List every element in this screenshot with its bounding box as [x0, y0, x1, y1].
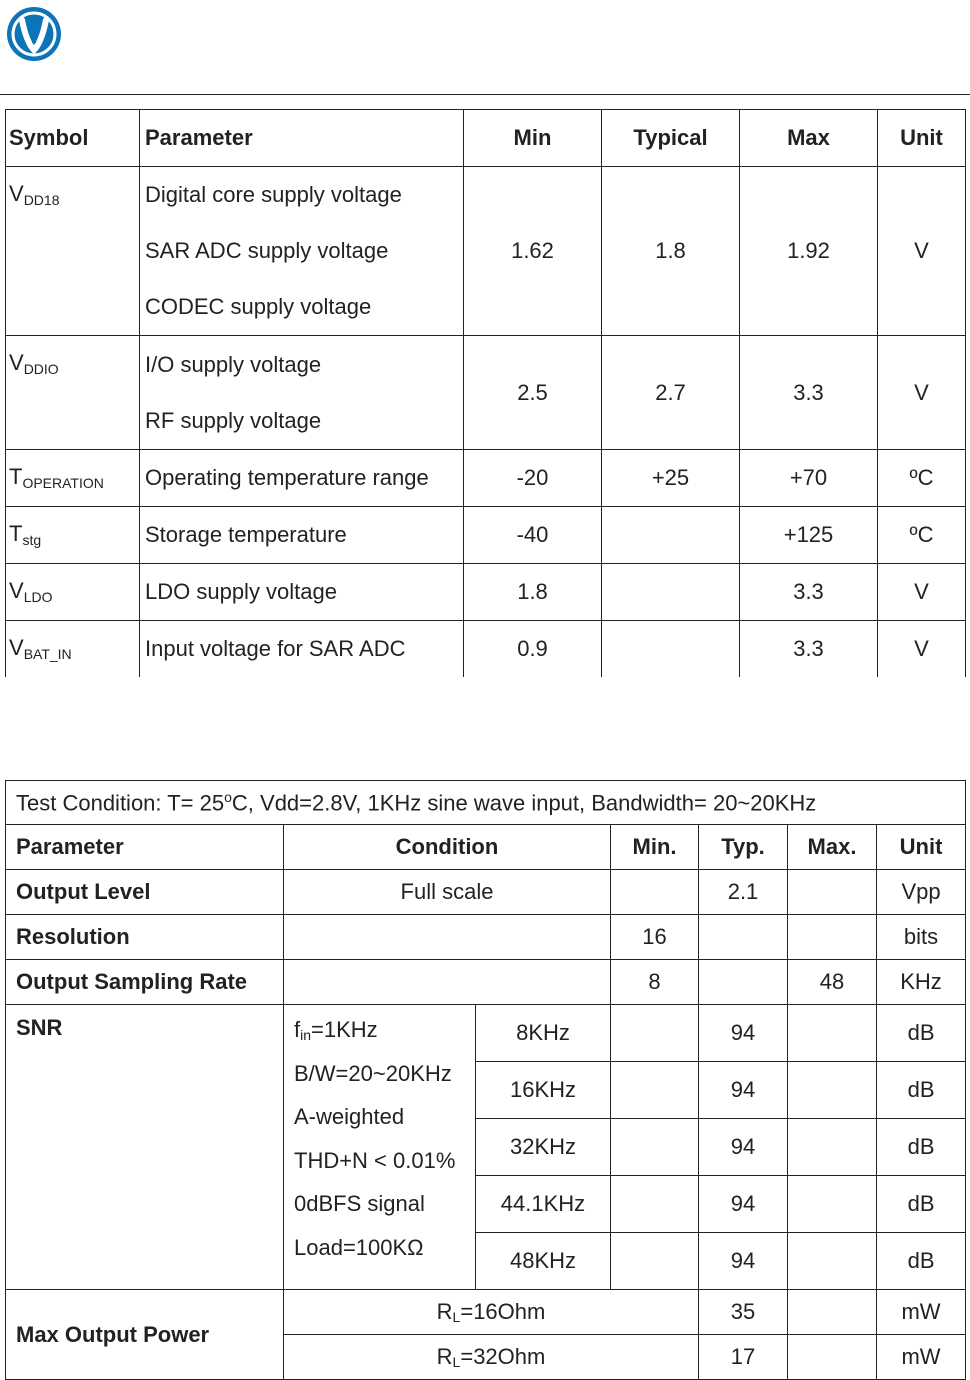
unit-cell: dB: [877, 1005, 966, 1062]
table-row: [6, 507, 966, 564]
col-header-unit: Unit: [877, 825, 966, 870]
max-cell: [788, 1290, 877, 1335]
min-cell: 2.5: [464, 336, 602, 450]
parameter-cell: LDO supply voltage: [140, 564, 464, 621]
min-cell: [611, 870, 699, 915]
operating-conditions-table: [5, 109, 966, 677]
typ-cell: 94: [699, 1119, 788, 1176]
header-divider: [0, 94, 970, 95]
frequency-cell: 32KHz: [476, 1119, 611, 1176]
codec-characteristics-table: [5, 780, 966, 1380]
col-header-parameter: Parameter: [6, 825, 284, 870]
parameter-cell: Output Sampling Rate: [6, 960, 284, 1005]
unit-cell: ºC: [878, 450, 966, 507]
typ-cell: 94: [699, 1233, 788, 1290]
table-row: [6, 564, 966, 621]
unit-cell: dB: [877, 1176, 966, 1233]
max-cell: 3.3: [740, 621, 878, 677]
typ-cell: 17: [699, 1335, 788, 1380]
table-row: [6, 167, 966, 336]
typical-cell: 2.7: [602, 336, 740, 450]
min-cell: [611, 1119, 699, 1176]
condition-cell: [284, 915, 611, 960]
max-cell: +70: [740, 450, 878, 507]
table-row: [6, 870, 966, 915]
condition-cell: $R_L=16Ohm$: [284, 1290, 699, 1335]
typical-cell: [602, 621, 740, 677]
col-header-symbol: Symbol: [6, 110, 140, 167]
unit-cell: dB: [877, 1119, 966, 1176]
typical-cell: +25: [602, 450, 740, 507]
typ-cell: 2.1: [699, 870, 788, 915]
col-header-condition: Condition: [284, 825, 611, 870]
min-cell: 8: [611, 960, 699, 1005]
parameter-cell: Resolution: [6, 915, 284, 960]
max-cell: [788, 915, 877, 960]
max-cell: 3.3: [740, 336, 878, 450]
col-header-typical: Typical: [602, 110, 740, 167]
parameter-cell: I/O supply voltage RF supply voltage: [140, 336, 464, 450]
symbol-cell: $V_{DD18}$: [6, 167, 140, 336]
typical-cell: [602, 564, 740, 621]
typ-cell: 94: [699, 1005, 788, 1062]
typical-cell: [602, 507, 740, 564]
unit-cell: ºC: [878, 507, 966, 564]
table-row: [6, 450, 966, 507]
typ-cell: 35: [699, 1290, 788, 1335]
table-row: [6, 1005, 966, 1062]
min-cell: 0.9: [464, 621, 602, 677]
parameter-cell: Storage temperature: [140, 507, 464, 564]
typical-cell: 1.8: [602, 167, 740, 336]
max-cell: [788, 1005, 877, 1062]
col-header-parameter: Parameter: [140, 110, 464, 167]
max-cell: [788, 1119, 877, 1176]
min-cell: [611, 1062, 699, 1119]
col-header-min: Min.: [611, 825, 699, 870]
max-cell: [788, 870, 877, 915]
max-cell: 1.92: [740, 167, 878, 336]
min-cell: 1.8: [464, 564, 602, 621]
unit-cell: mW: [877, 1290, 966, 1335]
parameter-cell: Operating temperature range: [140, 450, 464, 507]
col-header-min: Min: [464, 110, 602, 167]
typ-cell: 94: [699, 1062, 788, 1119]
unit-cell: KHz: [877, 960, 966, 1005]
parameter-cell: Max Output Power: [6, 1290, 284, 1380]
min-cell: 1.62: [464, 167, 602, 336]
col-header-max: Max: [740, 110, 878, 167]
max-cell: +125: [740, 507, 878, 564]
max-cell: [788, 1233, 877, 1290]
parameter-cell: SNR: [6, 1005, 284, 1290]
symbol-cell: $T_{OPERATION}$: [6, 450, 140, 507]
min-cell: -20: [464, 450, 602, 507]
max-cell: 3.3: [740, 564, 878, 621]
col-header-unit: Unit: [878, 110, 966, 167]
table-row: [6, 621, 966, 677]
unit-cell: Vpp: [877, 870, 966, 915]
symbol-cell: $T_{stg}$: [6, 507, 140, 564]
col-header-max: Max.: [788, 825, 877, 870]
unit-cell: V: [878, 336, 966, 450]
snr-condition-cell: $f_{in}=1KHz$ B/W=20~20KHz A-weighted THD+N < 0.01% 0dBFS signal Load=100KΩ: [284, 1005, 476, 1290]
typ-cell: 94: [699, 1176, 788, 1233]
table-row: [6, 1290, 966, 1335]
min-cell: [611, 1176, 699, 1233]
table-row: [6, 960, 966, 1005]
frequency-cell: 16KHz: [476, 1062, 611, 1119]
unit-cell: V: [878, 564, 966, 621]
max-cell: 48: [788, 960, 877, 1005]
typ-cell: [699, 915, 788, 960]
symbol-cell: $V_{BAT\_IN}$: [6, 621, 140, 677]
unit-cell: V: [878, 167, 966, 336]
table-row: [6, 915, 966, 960]
unit-cell: V: [878, 621, 966, 677]
parameter-cell: Input voltage for SAR ADC: [140, 621, 464, 677]
parameter-cell: Digital core supply voltage SAR ADC supply voltage CODEC supply voltage: [140, 167, 464, 336]
typ-cell: [699, 960, 788, 1005]
symbol-cell: $V_{LDO}$: [6, 564, 140, 621]
parameter-cell: Output Level: [6, 870, 284, 915]
test-condition: Test Condition: $T= 25^oC$, Vdd=2.8V, 1KHz sine wave input, Bandwidth= 20~20KHz: [6, 781, 966, 825]
min-cell: -40: [464, 507, 602, 564]
symbol-cell: $V_{DDIO}$: [6, 336, 140, 450]
table-row: [6, 336, 966, 450]
unit-cell: mW: [877, 1335, 966, 1380]
max-cell: [788, 1062, 877, 1119]
frequency-cell: 48KHz: [476, 1233, 611, 1290]
condition-cell: $R_L=32Ohm$: [284, 1335, 699, 1380]
max-cell: [788, 1335, 877, 1380]
company-logo-icon: [5, 5, 63, 63]
col-header-typ: Typ.: [699, 825, 788, 870]
frequency-cell: 8KHz: [476, 1005, 611, 1062]
table-header-row: [6, 825, 966, 870]
frequency-cell: 44.1KHz: [476, 1176, 611, 1233]
test-condition-row: [6, 781, 966, 825]
condition-cell: Full scale: [284, 870, 611, 915]
max-cell: [788, 1176, 877, 1233]
min-cell: [611, 1005, 699, 1062]
unit-cell: bits: [877, 915, 966, 960]
unit-cell: dB: [877, 1233, 966, 1290]
condition-cell: [284, 960, 611, 1005]
min-cell: [611, 1233, 699, 1290]
unit-cell: dB: [877, 1062, 966, 1119]
table-header-row: [6, 110, 966, 167]
min-cell: 16: [611, 915, 699, 960]
